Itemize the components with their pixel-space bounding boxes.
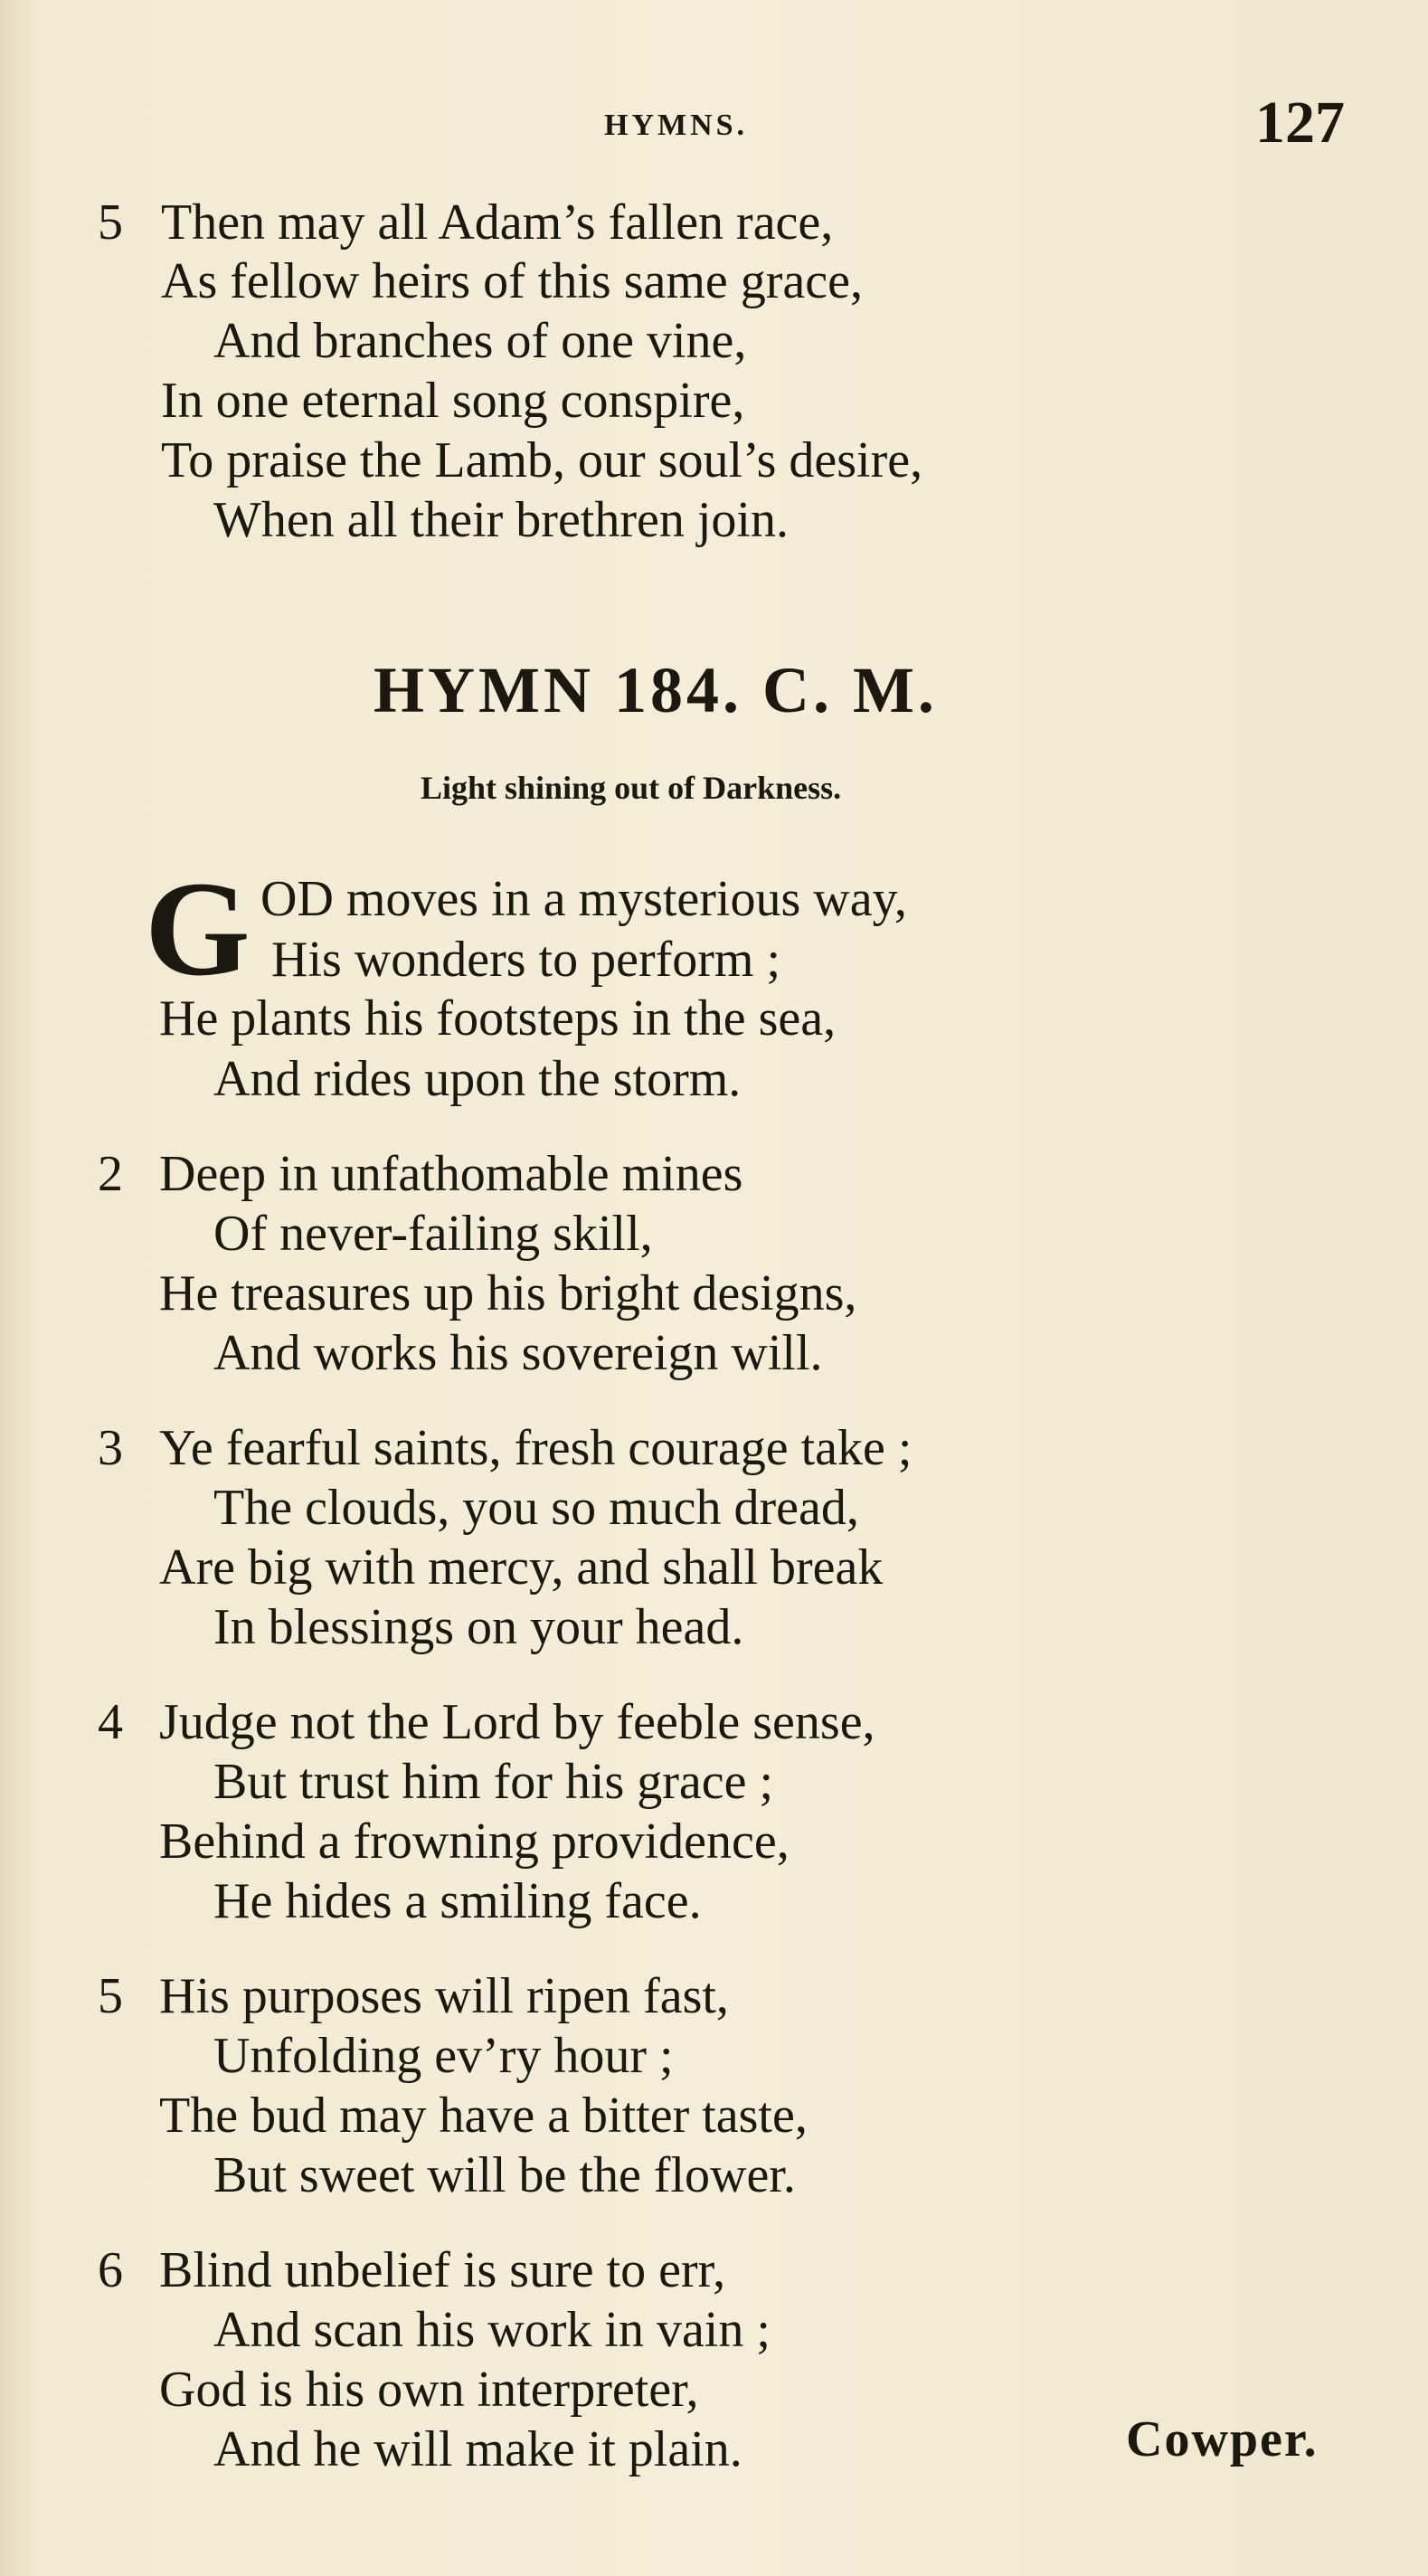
verse-number: 6	[98, 2242, 123, 2298]
verse-line: As fellow heirs of this same grace,	[161, 253, 863, 309]
verse-line: But sweet will be the flower.	[213, 2147, 796, 2203]
verse-line: In one eternal song conspire,	[161, 373, 745, 429]
verse-line: Ye fearful saints, fresh courage take ;	[159, 1420, 913, 1476]
verse-line: And scan his work in vain ;	[213, 2302, 771, 2358]
verse-number: 5	[98, 1968, 123, 2024]
verse-line: And branches of one vine,	[213, 313, 747, 369]
verse-line: And works his sovereign will.	[213, 1325, 823, 1381]
verse-line: Are big with mercy, and shall break	[159, 1539, 884, 1596]
running-title: HYMNS.	[604, 109, 749, 142]
verse-line: The clouds, you so much dread,	[213, 1480, 859, 1536]
verse-number: 3	[98, 1420, 123, 1476]
verse-line: Behind a frowning providence,	[159, 1814, 790, 1870]
drop-cap: G	[145, 854, 251, 1004]
hymn-heading: HYMN 184. C. M.	[374, 654, 938, 726]
verse-line: Of never-failing skill,	[213, 1206, 653, 1262]
verse-line: He hides a smiling face.	[213, 1873, 702, 1929]
verse-line: His purposes will ripen fast,	[159, 1968, 729, 2024]
verse-line: And rides upon the storm.	[213, 1051, 742, 1107]
verse-line: Unfolding ev’ry hour ;	[213, 2028, 674, 2084]
verse-line: And he will make it plain.	[213, 2421, 742, 2477]
verse-line: The bud may have a bitter taste,	[159, 2088, 808, 2144]
verse-number: 5	[98, 194, 123, 251]
verse-number: 2	[98, 1146, 123, 1202]
verse-line: OD moves in a mysterious way,	[260, 871, 907, 927]
verse-line: Then may all Adam’s fallen race,	[161, 194, 834, 251]
hymn-subtitle: Light shining out of Darkness.	[421, 770, 842, 806]
verse-line: But trust him for his grace ;	[213, 1754, 774, 1810]
verse-line: Deep in unfathomable mines	[159, 1146, 743, 1202]
verse-line: In blessings on your head.	[213, 1599, 744, 1655]
verse-line: To praise the Lamb, our soul’s desire,	[161, 432, 923, 488]
verse-line: When all their brethren join.	[213, 492, 789, 548]
verse-line: He plants his footsteps in the sea,	[159, 990, 837, 1046]
verse-line: Judge not the Lord by feeble sense,	[159, 1694, 875, 1750]
verse-line: Blind unbelief is sure to err,	[159, 2242, 726, 2298]
page-number: 127	[1255, 90, 1345, 156]
verse-number: 4	[98, 1694, 123, 1750]
author-attribution: Cowper.	[1126, 2411, 1319, 2467]
verse-line: His wonders to perform ;	[271, 932, 781, 988]
verse-line: God is his own interpreter,	[159, 2362, 699, 2418]
running-head	[0, 89, 1357, 170]
verse-line: He treasures up his bright designs,	[159, 1265, 857, 1321]
